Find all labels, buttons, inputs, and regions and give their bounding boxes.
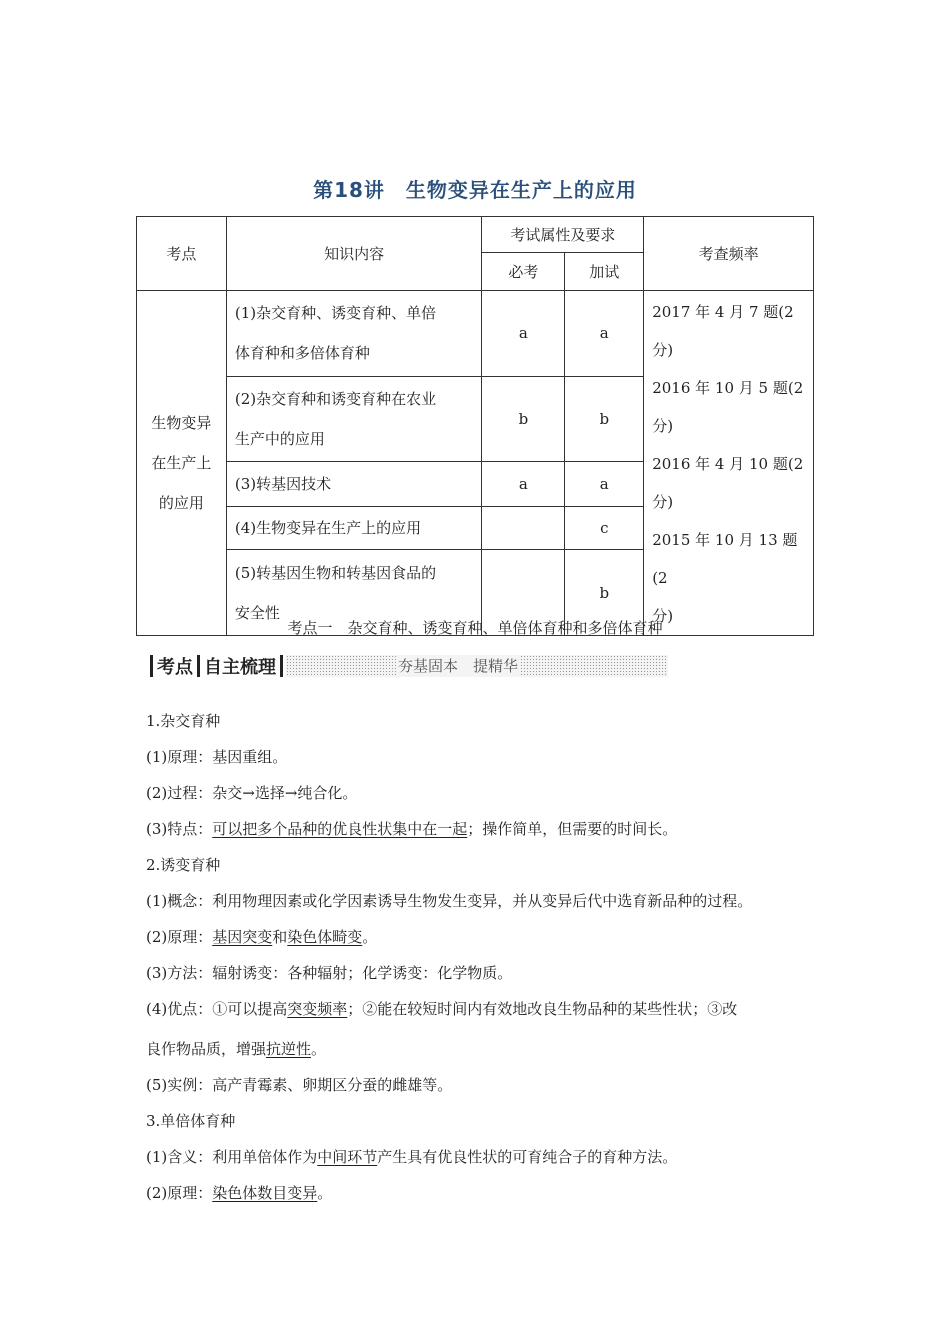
header-frequency: 考查频率 — [644, 217, 814, 291]
key-term: 可以把多个品种的优良性状集中在一起 — [212, 820, 468, 838]
extra-level: b — [565, 550, 644, 636]
table-row-content: (4)生物变异在生产上的应用 — [226, 506, 482, 549]
frequency-cell: 2017 年 4 月 7 题(2 分) 2016 年 10 月 5 题(2 分) 2016 年 4 月 10 题(2 分) 2015 年 10 月 13 题(2 分) — [644, 291, 814, 636]
key-term: 基因突变 — [212, 928, 273, 946]
extra-level: c — [565, 506, 644, 549]
key-term: 突变频率 — [287, 1000, 348, 1018]
header-point: 考点 — [137, 217, 227, 291]
header-content: 知识内容 — [226, 217, 482, 291]
required-level — [482, 506, 565, 549]
paragraph: (3)方法：辐射诱变：各种辐射；化学诱变：化学物质。 — [146, 964, 513, 982]
key-term: 中间环节 — [317, 1148, 378, 1166]
paragraph: (5)实例：高产青霉素、卵期区分蚕的雌雄等。 — [146, 1076, 453, 1094]
required-level: b — [482, 376, 565, 462]
banner-tag — [146, 652, 287, 680]
topic-line: 在生产上 — [151, 454, 212, 472]
banner-divider — [197, 655, 200, 677]
section-subtitle: 考点一 杂交育种、诱变育种、单倍体育种和多倍体育种 — [287, 619, 663, 637]
table-row-content: (1)杂交育种、诱变育种、单倍 体育种和多倍体育种 — [226, 291, 482, 377]
paragraph: (2)原理：染色体数目变异。 — [146, 1184, 333, 1202]
extra-level: b — [565, 376, 644, 462]
paragraph: (3)特点：可以把多个品种的优良性状集中在一起；操作简单，但需要的时间长。 — [146, 820, 678, 838]
key-term: 抗逆性 — [266, 1040, 312, 1058]
header-extra: 加试 — [565, 253, 644, 291]
paragraph: (2)过程：杂交→选择→纯合化。 — [146, 784, 358, 802]
table-row-content: (5)转基因生物和转基因食品的 安全性 — [226, 550, 482, 636]
banner-slogan: 夯基固本 提精华 — [398, 657, 519, 675]
topic-line: 生物变异 — [151, 414, 212, 432]
paragraph: (2)原理：基因突变和染色体畸变。 — [146, 928, 378, 946]
extra-level: a — [565, 291, 644, 377]
syllabus-table — [136, 216, 814, 636]
banner-divider — [150, 655, 153, 677]
table-row-content: (3)转基因技术 — [226, 462, 482, 506]
page-title: 第18讲 生物变异在生产上的应用 — [313, 178, 637, 202]
table-row-content: (2)杂交育种和诱变育种在农业 生产中的应用 — [226, 376, 482, 462]
banner-right: 自主梳理 — [204, 657, 276, 678]
paragraph: 良作物品质，增强抗逆性。 — [146, 1040, 327, 1058]
section-heading: 3.单倍体育种 — [146, 1112, 236, 1130]
header-attr: 考试属性及要求 — [482, 217, 644, 253]
required-level: a — [482, 291, 565, 377]
header-required: 必考 — [482, 253, 565, 291]
section-heading: 2.诱变育种 — [146, 856, 221, 874]
topic-line: 的应用 — [158, 494, 204, 512]
paragraph: (1)原理：基因重组。 — [146, 748, 288, 766]
key-term: 染色体数目变异 — [212, 1184, 318, 1202]
paragraph: (4)优点：①可以提高突变频率；②能在较短时间内有效地改良生物品种的某些性状；③改 — [146, 1000, 738, 1018]
topic-cell — [137, 291, 227, 636]
banner-left: 考点 — [157, 657, 193, 678]
extra-level: a — [565, 462, 644, 506]
required-level: a — [482, 462, 565, 506]
section-banner — [146, 652, 526, 680]
section-heading: 1.杂交育种 — [146, 712, 221, 730]
key-term: 染色体畸变 — [287, 928, 363, 946]
banner-divider — [280, 655, 283, 677]
paragraph: (1)概念：利用物理因素或化学因素诱导生物发生变异，并从变异后代中选育新品种的过程。 — [146, 892, 753, 910]
paragraph: (1)含义：利用单倍体作为中间环节产生具有优良性状的可育纯合子的育种方法。 — [146, 1148, 678, 1166]
